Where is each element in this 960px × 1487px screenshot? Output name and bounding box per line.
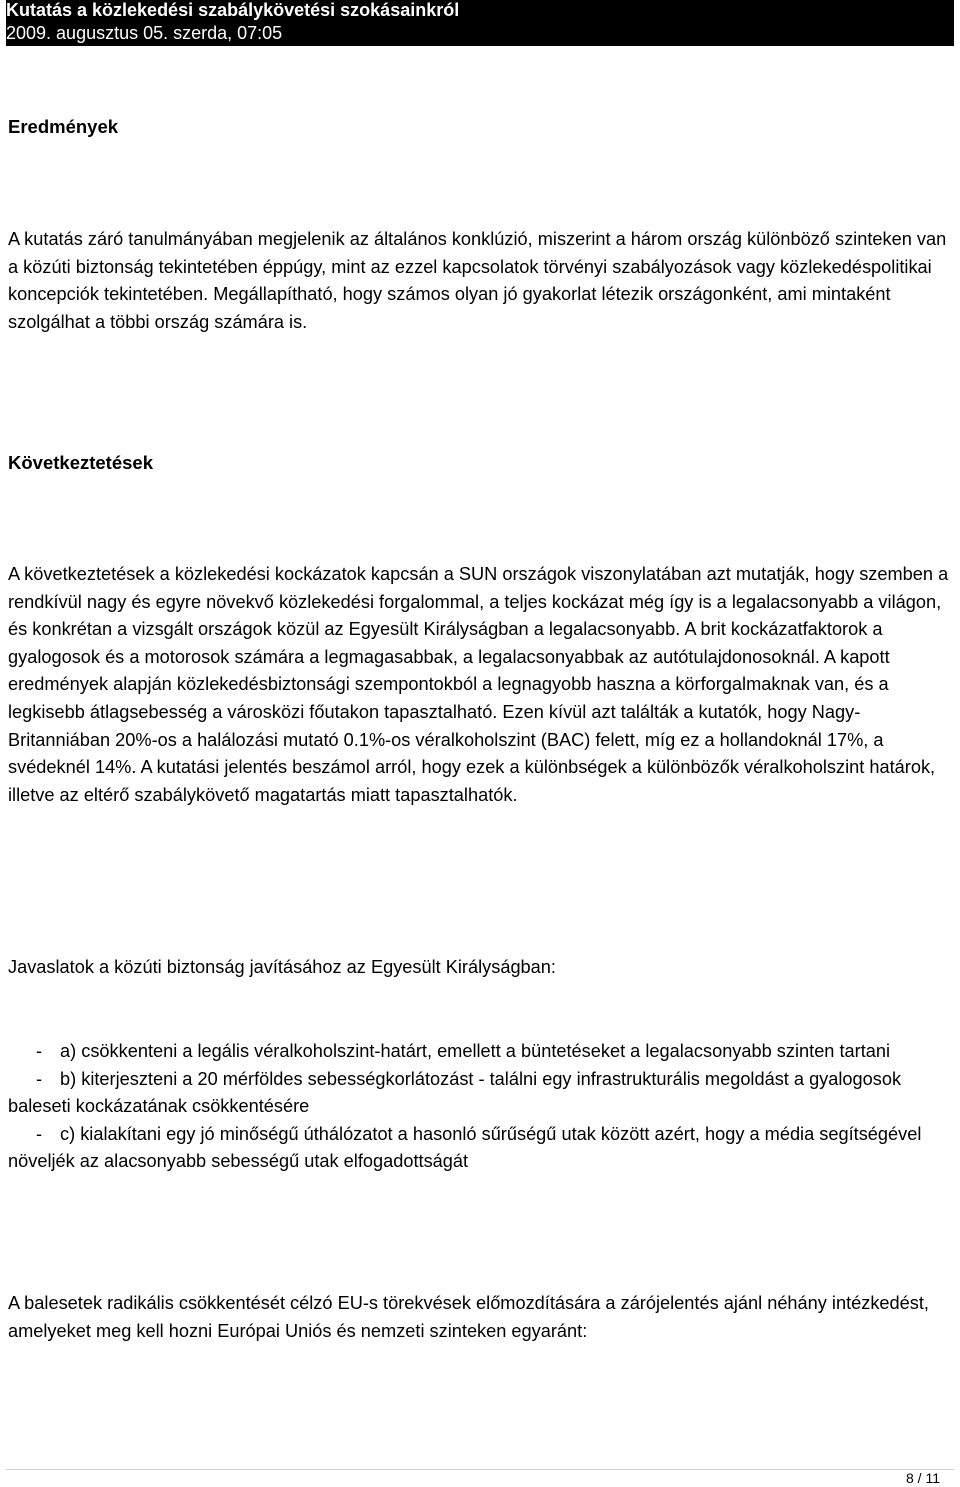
final-paragraph: A balesetek radikális csökkentését célzó EU-s törekvések előmozdítására a zárójelentés ajánl néhány intézkedést, amelyeket meg kell hozni Európai Uniós és nemzeti szinteken egyaránt:: [8, 1293, 929, 1341]
list-dash: -: [36, 1041, 43, 1061]
list-dash: -: [36, 1123, 43, 1144]
page-number: 8 / 11: [906, 1470, 940, 1486]
results-paragraph: A kutatás záró tanulmányában megjelenik az általános konklúzió, miszerint a három ország különböző szinteken van a közúti biztonság tekintetében éppúgy, mint az ezzel kapcsolatok törvényi szabályozások vagy közlekedéspolitikai koncepciók tekintetében. Megállapítható, hogy számos olyan jó gyakorlat létezik országonként, ami mintaként szolgálhat a többi ország számára is.: [8, 229, 947, 332]
list-item: [8, 1066, 954, 1121]
list-item-text: c) kialakítani egy jó minőségű úthálózatot a hasonló sűrűségű utak között azért, hogy a média segítségével növeljék az alacsonyabb sebességű utak elfogadottságát: [8, 1123, 922, 1172]
document-header: [6, 0, 954, 46]
document-title: Kutatás a közlekedési szabálykövetési szokásainkról: [6, 0, 460, 20]
list-item: [8, 1038, 954, 1066]
proposals-list: [8, 1038, 954, 1176]
list-item-text: b) kiterjeszteni a 20 mérföldes sebességkorlátozást - találni egy infrastrukturális megoldást a gyalogosok baleseti kockázatának csökkentésére: [8, 1068, 902, 1117]
list-item-text: a) csökkenteni a legális véralkoholszint-határt, emellett a büntetéseket a legalacsonyabb szinten tartani: [60, 1041, 891, 1061]
publication-date: 2009. augusztus 05. szerda, 07:05: [6, 23, 283, 43]
proposals-intro: Javaslatok a közúti biztonság javításához az Egyesült Királyságban:: [8, 957, 556, 977]
conclusions-paragraph: A következtetések a közlekedési kockázatok kapcsán a SUN országok viszonylatában azt mutatják, hogy szemben a rendkívül nagy és egyre növekvő közlekedési forgalommal, a teljes kockázat még így is a legalacsonyabb a világon, és konkrétan a vizsgált országok közül az Egyesült Királyságban a legalacsonyabb. A brit kockázatfaktorok a gyalogosok és a motorosok számára a legmagasabbak, a legalacsonyabbak az autótulajdonosoknál. A kapott eredmények alapján közlekedésbiztonsági szempontokból a legnagyobb haszna a körforgalmaknak van, és a legkisebb átlagsebesség a városközi főutakon tapasztalható. Ezen kívül azt találták a kutatók, hogy Nagy-Britanniában 20%-os a halálozási mutató 0.1%-os véralkoholszint (BAC) felett, míg ez a hollandoknál 17%, a svédeknél 14%. A kutatási jelentés beszámol arról, hogy ezek a különbségek a különbözők véralkoholszint határok, illetve az eltérő szabálykövető magatartás miatt tapasztalhatók.: [8, 564, 949, 805]
list-dash: -: [36, 1068, 43, 1089]
conclusions-heading: Következtetések: [8, 452, 153, 473]
list-item: [8, 1121, 954, 1176]
footer-divider: [6, 1469, 954, 1470]
results-heading: Eredmények: [8, 116, 119, 137]
